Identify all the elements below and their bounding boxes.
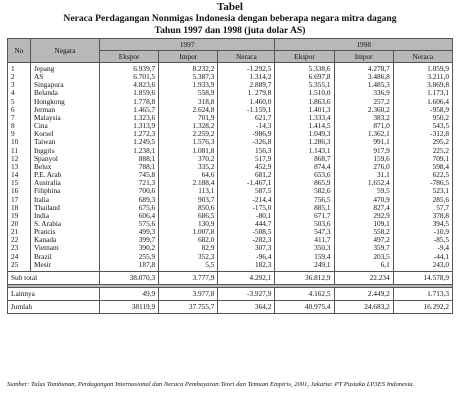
cell-ekspor-1997: 1.238,1: [100, 147, 159, 155]
cell-ekspor-1998: 1.333,4: [275, 114, 334, 122]
cell-no: 22: [8, 236, 31, 244]
jumlah-neraca-1998: 16.292,2: [393, 300, 452, 313]
cell-negara: Malaysia: [31, 114, 100, 122]
cell-neraca-1997: -326,8: [218, 138, 275, 146]
cell-impor-1997: 1.576,3: [159, 138, 218, 146]
cell-impor-1998: 257,2: [334, 98, 393, 106]
cell-neraca-1997: -175,0: [218, 204, 275, 212]
cell-ekspor-1997: 1.778,8: [100, 98, 159, 106]
jumlah-label: Jumlah: [8, 300, 100, 313]
cell-negara: Singapura: [31, 81, 100, 89]
cell-no: 9: [8, 130, 31, 138]
cell-neraca-1997: 444,7: [218, 220, 275, 228]
cell-impor-1998: 1.485,3: [334, 81, 393, 89]
lainnya-label: Lainnya: [8, 287, 100, 300]
cell-negara: Jepang: [31, 63, 100, 74]
cell-impor-1997: 2.624,8: [159, 106, 218, 114]
cell-neraca-1998: 950,2: [393, 114, 452, 122]
cell-ekspor-1998: 159,4: [275, 253, 334, 261]
cell-ekspor-1997: 1.313,9: [100, 122, 159, 130]
cell-impor-1998: 3.486,8: [334, 73, 393, 81]
subtotal-ekspor-1998: 36.812,9: [275, 271, 334, 284]
cell-impor-1997: 682,0: [159, 236, 218, 244]
cell-ekspor-1997: 187,8: [100, 261, 159, 272]
header-impor-1998: Impor: [334, 51, 393, 63]
header-ekspor-1998: Ekspor: [275, 51, 334, 63]
table-body: [8, 63, 453, 272]
cell-impor-1997: 850,6: [159, 204, 218, 212]
cell-negara: Australia: [31, 179, 100, 187]
cell-neraca-1997: -282,3: [218, 236, 275, 244]
lainnya-row: [8, 287, 453, 300]
cell-neraca-1997: 1.460,0: [218, 98, 275, 106]
cell-no: 18: [8, 204, 31, 212]
cell-impor-1997: 2.259,2: [159, 130, 218, 138]
cell-no: 10: [8, 138, 31, 146]
cell-impor-1997: 130,9: [159, 220, 218, 228]
cell-ekspor-1997: 6.701,5: [100, 73, 159, 81]
cell-negara: Vietnam: [31, 244, 100, 252]
jumlah-impor-1997: 37.755,7: [159, 300, 218, 313]
cell-neraca-1997: 2.889,7: [218, 81, 275, 89]
cell-ekspor-1998: 1.401,3: [275, 106, 334, 114]
cell-neraca-1998: -312,8: [393, 130, 452, 138]
cell-ekspor-1998: 411,7: [275, 236, 334, 244]
cell-ekspor-1998: 1.143,1: [275, 147, 334, 155]
cell-negara: Inggris: [31, 147, 100, 155]
cell-impor-1998: 991,1: [334, 138, 393, 146]
cell-impor-1998: 917,9: [334, 147, 393, 155]
cell-no: 16: [8, 187, 31, 195]
cell-no: 6: [8, 106, 31, 114]
cell-impor-1998: 276,0: [334, 163, 393, 171]
cell-negara: Spanyol: [31, 155, 100, 163]
cell-no: 21: [8, 228, 31, 236]
header-ekspor-1997: Ekspor: [100, 51, 159, 63]
subtotal-row: [8, 271, 453, 284]
cell-no: 14: [8, 171, 31, 179]
trade-balance-table: [7, 38, 453, 314]
cell-neraca-1998: -9,4: [393, 244, 452, 252]
cell-negara: Kanada: [31, 236, 100, 244]
header-impor-1997: Impor: [159, 51, 218, 63]
cell-ekspor-1998: 865,9: [275, 179, 334, 187]
cell-impor-1998: 1.652,4: [334, 179, 393, 187]
cell-neraca-1997: 587,5: [218, 187, 275, 195]
cell-ekspor-1998: 5.355,1: [275, 81, 334, 89]
cell-no: 1: [8, 63, 31, 74]
cell-impor-1998: 827,4: [334, 204, 393, 212]
cell-negara: Belanda: [31, 89, 100, 97]
cell-ekspor-1997: 1.272,3: [100, 130, 159, 138]
lainnya-neraca-1998: 1.713,3: [393, 287, 452, 300]
cell-neraca-1998: 285,6: [393, 196, 452, 204]
cell-impor-1998: 31,1: [334, 171, 393, 179]
cell-negara: Korsel: [31, 130, 100, 138]
cell-neraca-1997: -986,9: [218, 130, 275, 138]
cell-negara: Brazil: [31, 253, 100, 261]
cell-neraca-1997: -96,4: [218, 253, 275, 261]
cell-negara: Taiwan: [31, 138, 100, 146]
cell-impor-1998: 871,0: [334, 122, 393, 130]
cell-impor-1997: 1.007,8: [159, 228, 218, 236]
cell-ekspor-1997: 1.465,7: [100, 106, 159, 114]
cell-neraca-1998: 57,7: [393, 204, 452, 212]
cell-ekspor-1997: 399,7: [100, 236, 159, 244]
jumlah-neraca-1997: 364,2: [218, 300, 275, 313]
cell-no: 19: [8, 212, 31, 220]
cell-neraca-1998: 1.059,9: [393, 63, 452, 74]
table-label: Tabel: [217, 1, 243, 13]
cell-ekspor-1997: 1.249,5: [100, 138, 159, 146]
cell-ekspor-1997: 721,3: [100, 179, 159, 187]
cell-neraca-1998: 243,0: [393, 261, 452, 272]
header-neraca-1998: Neraca: [393, 51, 452, 63]
lainnya-ekspor-1998: 4.162,5: [275, 287, 334, 300]
cell-neraca-1998: 709,1: [393, 155, 452, 163]
cell-no: 15: [8, 179, 31, 187]
cell-ekspor-1997: 788,1: [100, 163, 159, 171]
cell-impor-1998: 159,6: [334, 155, 393, 163]
cell-neraca-1997: -508,5: [218, 228, 275, 236]
cell-negara: Hongkong: [31, 98, 100, 106]
cell-impor-1997: 1.081,8: [159, 147, 218, 155]
cell-neraca-1998: 394,5: [393, 220, 452, 228]
cell-impor-1997: 1.933,9: [159, 81, 218, 89]
cell-neraca-1997: 1.314,2: [218, 73, 275, 81]
cell-neraca-1998: -786,5: [393, 179, 452, 187]
cell-negara: Thailand: [31, 204, 100, 212]
cell-ekspor-1998: 503,6: [275, 220, 334, 228]
cell-impor-1997: 5,5: [159, 261, 218, 272]
cell-neraca-1997: 681,2: [218, 171, 275, 179]
header-negara: Negara: [31, 39, 100, 63]
cell-no: 12: [8, 155, 31, 163]
heading: [0, 0, 460, 36]
cell-impor-1998: 497,2: [334, 236, 393, 244]
cell-impor-1998: 203,5: [334, 253, 393, 261]
cell-neraca-1997: 517,9: [218, 155, 275, 163]
cell-neraca-1998: -10,9: [393, 228, 452, 236]
cell-no: 7: [8, 114, 31, 122]
jumlah-ekspor-1997: 38119,9: [100, 300, 159, 313]
cell-neraca-1998: 295,2: [393, 138, 452, 146]
cell-ekspor-1998: 1.286,3: [275, 138, 334, 146]
cell-impor-1997: 903,7: [159, 196, 218, 204]
cell-ekspor-1998: 874,4: [275, 163, 334, 171]
cell-negara: Belux: [31, 163, 100, 171]
cell-impor-1998: 4.278,7: [334, 63, 393, 74]
cell-negara: Jerman: [31, 106, 100, 114]
cell-impor-1997: 318,8: [159, 98, 218, 106]
cell-impor-1998: 59,5: [334, 187, 393, 195]
cell-neraca-1997: 182,3: [218, 261, 275, 272]
cell-impor-1998: 292,9: [334, 212, 393, 220]
cell-neraca-1998: 622,5: [393, 171, 452, 179]
cell-neraca-1997: 1. 279,8: [218, 89, 275, 97]
source-note: Sumber: Tulus Tambunan, Perdagangan Internasional dan Neraca Pembayaran:Teori dan Temuan Empiris, 2001, Jakarta: PT Pustaka LP3ES Indonesia.: [7, 381, 415, 388]
cell-negara: Filiphina: [31, 187, 100, 195]
cell-negara: P.E. Arab: [31, 171, 100, 179]
cell-no: 24: [8, 253, 31, 261]
header-no: No: [8, 39, 31, 63]
cell-neraca-1997: -1.159,1: [218, 106, 275, 114]
cell-impor-1997: 335,2: [159, 163, 218, 171]
subtotal-impor-1998: 22.234: [334, 271, 393, 284]
cell-no: 4: [8, 89, 31, 97]
cell-ekspor-1997: 4.823,6: [100, 81, 159, 89]
cell-impor-1998: 109,1: [334, 220, 393, 228]
cell-impor-1998: 1.362,1: [334, 130, 393, 138]
table-title-line-1: Neraca Perdagangan Nonmigas Indonesia dengan beberapa negara mitra dagang: [63, 13, 397, 24]
cell-impor-1997: 701,9: [159, 114, 218, 122]
cell-ekspor-1998: 1.049,3: [275, 130, 334, 138]
lainnya-impor-1998: 2.449,2: [334, 287, 393, 300]
cell-neraca-1998: 378,8: [393, 212, 452, 220]
cell-impor-1997: 82,9: [159, 244, 218, 252]
cell-neraca-1998: 225,2: [393, 147, 452, 155]
cell-ekspor-1998: 582,6: [275, 187, 334, 195]
cell-ekspor-1998: 1.414,5: [275, 122, 334, 130]
cell-negara: Italia: [31, 196, 100, 204]
cell-neraca-1997: 307,3: [218, 244, 275, 252]
cell-ekspor-1997: 1.323,6: [100, 114, 159, 122]
lainnya-impor-1997: 3.977,8: [159, 287, 218, 300]
cell-impor-1998: 359,7: [334, 244, 393, 252]
cell-neraca-1997: -1.292,5: [218, 63, 275, 74]
cell-neraca-1997: 452,9: [218, 163, 275, 171]
cell-impor-1997: 8.232,2: [159, 63, 218, 74]
subtotal-label: Sub total: [8, 271, 100, 284]
subtotal-impor-1997: 3.777,9: [159, 271, 218, 284]
cell-ekspor-1997: 888,1: [100, 155, 159, 163]
jumlah-ekspor-1998: 40.975,4: [275, 300, 334, 313]
cell-ekspor-1997: 6.939,7: [100, 63, 159, 74]
cell-impor-1997: 64,6: [159, 171, 218, 179]
cell-negara: Mesir: [31, 261, 100, 272]
cell-negara: S. Arabia: [31, 220, 100, 228]
cell-no: 13: [8, 163, 31, 171]
cell-no: 25: [8, 261, 31, 272]
jumlah-row: [8, 300, 453, 313]
cell-ekspor-1998: 1.510,0: [275, 89, 334, 97]
lainnya-ekspor-1997: 49,9: [100, 287, 159, 300]
header-neraca-1997: Neraca: [218, 51, 275, 63]
cell-ekspor-1997: 390,2: [100, 244, 159, 252]
cell-neraca-1998: 1.173,1: [393, 89, 452, 97]
cell-no: 11: [8, 147, 31, 155]
cell-ekspor-1997: 675,6: [100, 204, 159, 212]
cell-ekspor-1997: 1.859,6: [100, 89, 159, 97]
cell-ekspor-1998: 350,3: [275, 244, 334, 252]
cell-ekspor-1998: 671,7: [275, 212, 334, 220]
cell-neraca-1998: 3.869,8: [393, 81, 452, 89]
cell-neraca-1998: -85,5: [393, 236, 452, 244]
cell-neraca-1997: -1,467,1: [218, 179, 275, 187]
cell-neraca-1998: 598,4: [393, 163, 452, 171]
cell-ekspor-1997: 689,3: [100, 196, 159, 204]
cell-impor-1997: 370,2: [159, 155, 218, 163]
cell-ekspor-1998: 1.863,6: [275, 98, 334, 106]
cell-ekspor-1998: 653,6: [275, 171, 334, 179]
cell-negara: Cina: [31, 122, 100, 130]
header-year-1997: 1997: [100, 39, 275, 51]
cell-ekspor-1997: 255,9: [100, 253, 159, 261]
subtotal-ekspor-1997: 38.070,3: [100, 271, 159, 284]
cell-neraca-1997: -80,1: [218, 212, 275, 220]
cell-no: 20: [8, 220, 31, 228]
cell-neraca-1997: 621,7: [218, 114, 275, 122]
cell-ekspor-1998: 6.697,8: [275, 73, 334, 81]
cell-impor-1998: 558,2: [334, 228, 393, 236]
cell-ekspor-1998: 756,5: [275, 196, 334, 204]
cell-no: 2: [8, 73, 31, 81]
cell-negara: AS: [31, 73, 100, 81]
header-year-1998: 1998: [275, 39, 453, 51]
subtotal-neraca-1997: 4.292,1: [218, 271, 275, 284]
cell-ekspor-1998: 547,3: [275, 228, 334, 236]
cell-impor-1998: 2.360,2: [334, 106, 393, 114]
table-title-line-2: Tahun 1997 dan 1998 (juta dolar AS): [154, 24, 306, 36]
cell-impor-1997: 352,3: [159, 253, 218, 261]
cell-impor-1998: 6,1: [334, 261, 393, 272]
cell-neraca-1998: -44,1: [393, 253, 452, 261]
lainnya-neraca-1997: -3.927,9: [218, 287, 275, 300]
cell-impor-1997: 686,5: [159, 212, 218, 220]
cell-ekspor-1997: 700,6: [100, 187, 159, 195]
cell-ekspor-1997: 606,4: [100, 212, 159, 220]
cell-impor-1998: 470,9: [334, 196, 393, 204]
cell-ekspor-1998: 249,1: [275, 261, 334, 272]
cell-impor-1997: 113,1: [159, 187, 218, 195]
cell-neraca-1998: 523,1: [393, 187, 452, 195]
cell-neraca-1998: 543,5: [393, 122, 452, 130]
subtotal-neraca-1998: 14.578,9: [393, 271, 452, 284]
cell-no: 5: [8, 98, 31, 106]
cell-neraca-1997: -214,4: [218, 196, 275, 204]
cell-neraca-1997: 156,3: [218, 147, 275, 155]
cell-ekspor-1998: 885,1: [275, 204, 334, 212]
cell-ekspor-1997: 745,8: [100, 171, 159, 179]
cell-impor-1997: 5.387,3: [159, 73, 218, 81]
cell-ekspor-1998: 5.338,6: [275, 63, 334, 74]
cell-no: 8: [8, 122, 31, 130]
cell-impor-1998: 383,2: [334, 114, 393, 122]
cell-impor-1998: 336,9: [334, 89, 393, 97]
cell-ekspor-1998: 868,7: [275, 155, 334, 163]
cell-neraca-1998: 1.606,4: [393, 98, 452, 106]
cell-impor-1997: 1.328,2: [159, 122, 218, 130]
cell-ekspor-1997: 575,6: [100, 220, 159, 228]
cell-negara: Prancis: [31, 228, 100, 236]
cell-neraca-1998: 3.211,0: [393, 73, 452, 81]
cell-ekspor-1997: 499,3: [100, 228, 159, 236]
jumlah-impor-1998: 24.683,2: [334, 300, 393, 313]
cell-impor-1997: 2.188,4: [159, 179, 218, 187]
cell-negara: India: [31, 212, 100, 220]
cell-no: 3: [8, 81, 31, 89]
table-row: [8, 261, 453, 272]
cell-neraca-1997: -14,3: [218, 122, 275, 130]
cell-no: 23: [8, 244, 31, 252]
cell-neraca-1998: -958,9: [393, 106, 452, 114]
cell-no: 17: [8, 196, 31, 204]
cell-impor-1997: 558,9: [159, 89, 218, 97]
